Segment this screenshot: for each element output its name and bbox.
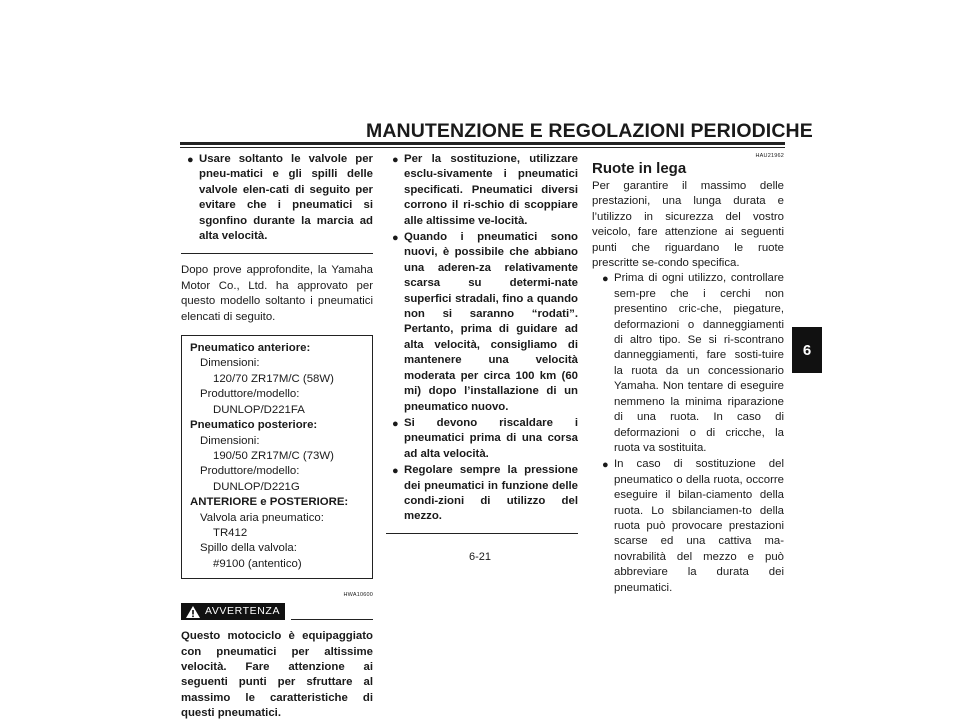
- spec-line: DUNLOP/D221G: [213, 480, 300, 493]
- list-item: [386, 416, 578, 462]
- section-heading: Ruote in lega: [592, 160, 687, 177]
- divider: [181, 253, 373, 254]
- list-item: [592, 457, 784, 596]
- warning-text: Questo motociclo è equipaggiato con pneumatici per altissime velocità. Fare attenzione ai seguenti punti per sfruttare al massimo le caratteristiche di questi pneumatici.: [181, 630, 373, 720]
- bullet-icon: ●: [187, 154, 194, 166]
- warning-rule: [291, 619, 373, 620]
- spec-line: Spillo della valvola:: [200, 542, 297, 555]
- spec-line: Dimensioni:: [200, 357, 260, 370]
- page-number: 6-21: [468, 551, 492, 563]
- header-rule: [180, 142, 785, 145]
- page-header-title: MANUTENZIONE E REGOLAZIONI PERIODICHE: [366, 120, 813, 142]
- chapter-tab: 6: [792, 327, 822, 373]
- paragraph: Dopo prove approfondite, la Yamaha Motor Co., Ltd. ha approvato per questo modello soltanto i pneumatici elencati di seguito.: [181, 264, 373, 323]
- warning-label-box: [181, 603, 285, 620]
- section-code: HAU21962: [755, 153, 784, 159]
- bullet-text: Si devono riscaldare i pneumatici prima di una corsa ad alta velocità.: [404, 416, 578, 460]
- list-item: [181, 152, 373, 244]
- spec-line: #9100 (antentico): [213, 557, 302, 570]
- bullet-icon: ●: [392, 232, 399, 245]
- spec-line: DUNLOP/D221FA: [213, 403, 305, 416]
- column-left: [181, 152, 373, 722]
- tire-spec-box: [181, 335, 373, 579]
- bullet-text: Per la sostituzione, utilizzare esclu-sivamente i pneumatici specificati. Pneumatici diversi corrono il ri-schio di scoppiare alle altissime ve-locità.: [404, 153, 578, 227]
- bullet-icon: ●: [602, 459, 609, 472]
- spec-line: ANTERIORE e POSTERIORE:: [190, 496, 349, 509]
- list-item: [386, 230, 578, 415]
- bullet-text: Quando i pneumatici sono nuovi, è possibile che abbiano una aderen-za relativamente scarsa su determi-nate superfici stradali, fino a quando non si saranno “rodati”. Pertanto, prima di guidare ad alta velocità, consigliamo di mantenere una velocità moderata per circa 100 km (60 mi) dopo l’installazione di un pneumatico nuovo.: [404, 231, 578, 413]
- bullet-text: Prima di ogni utilizzo, controllare sem-pre che i cerchi non presentino cric-che, piegature, deformazioni o danneggiamenti di altro tipo. Se si ri-scontrano danneggiamenti, fare sosti-tuire la ruota da un concessionario Yamaha. Non tentare di eseguire nemmeno la minima riparazione di una ruota. In caso di deformazioni o di cricche, la ruota va sostituita.: [614, 272, 784, 454]
- spec-line: Valvola aria pneumatico:: [200, 511, 324, 524]
- warning-label: AVVERTENZA: [205, 604, 281, 617]
- column-middle: [386, 152, 578, 534]
- spec-line: 190/50 ZR17M/C (73W): [213, 449, 334, 462]
- spec-line: TR412: [213, 526, 248, 539]
- spec-line: Produttore/modello:: [200, 465, 300, 478]
- spec-line: 120/70 ZR17M/C (58W): [213, 372, 334, 385]
- warning-triangle-icon: [185, 605, 201, 619]
- bullet-text: In caso di sostituzione del pneumatico o della ruota, occorre eseguire il bilan-ciamento della ruota. Lo sbilanciamen-to della ruota può provocare prestazioni scarse ed una cattiva ma-novrabilità del mezzo e può abbreviare la durata dei pneumatici.: [614, 458, 784, 594]
- bullet-icon: ●: [392, 154, 399, 166]
- warning-code: HWA10600: [343, 592, 373, 599]
- list-item: [592, 271, 784, 456]
- bullet-icon: ●: [392, 417, 399, 430]
- bullet-icon: ●: [602, 273, 609, 286]
- bullet-text: Usare soltanto le valvole per pneu-matici e gli spilli delle valvole elen-cati di seguito per evitare che i pneumatici si sgonfino durante la marcia ad alta velocità.: [199, 153, 373, 243]
- list-item: [386, 463, 578, 525]
- divider: [386, 533, 578, 534]
- spec-line: Pneumatico anteriore:: [190, 342, 311, 355]
- spec-line: Dimensioni:: [200, 434, 260, 447]
- spec-line: Produttore/modello:: [200, 388, 300, 401]
- spec-line: Pneumatico posteriore:: [190, 419, 318, 432]
- intro-paragraph: Per garantire il massimo delle prestazioni, una lunga durata e l’utilizzo in sicurezza del vostro veicolo, fare attenzione ai seguenti punti che riguardano le ruote prescritte se-condo specifica.: [592, 180, 784, 270]
- list-item: [386, 152, 578, 229]
- bullet-text: Regolare sempre la pressione dei pneumatici in funzione delle condi-zioni di utilizzo del mezzo.: [404, 464, 578, 523]
- bullet-icon: ●: [392, 465, 399, 478]
- column-right: [592, 152, 784, 597]
- header-rule-thin: [180, 147, 785, 148]
- warning-header: [181, 603, 373, 623]
